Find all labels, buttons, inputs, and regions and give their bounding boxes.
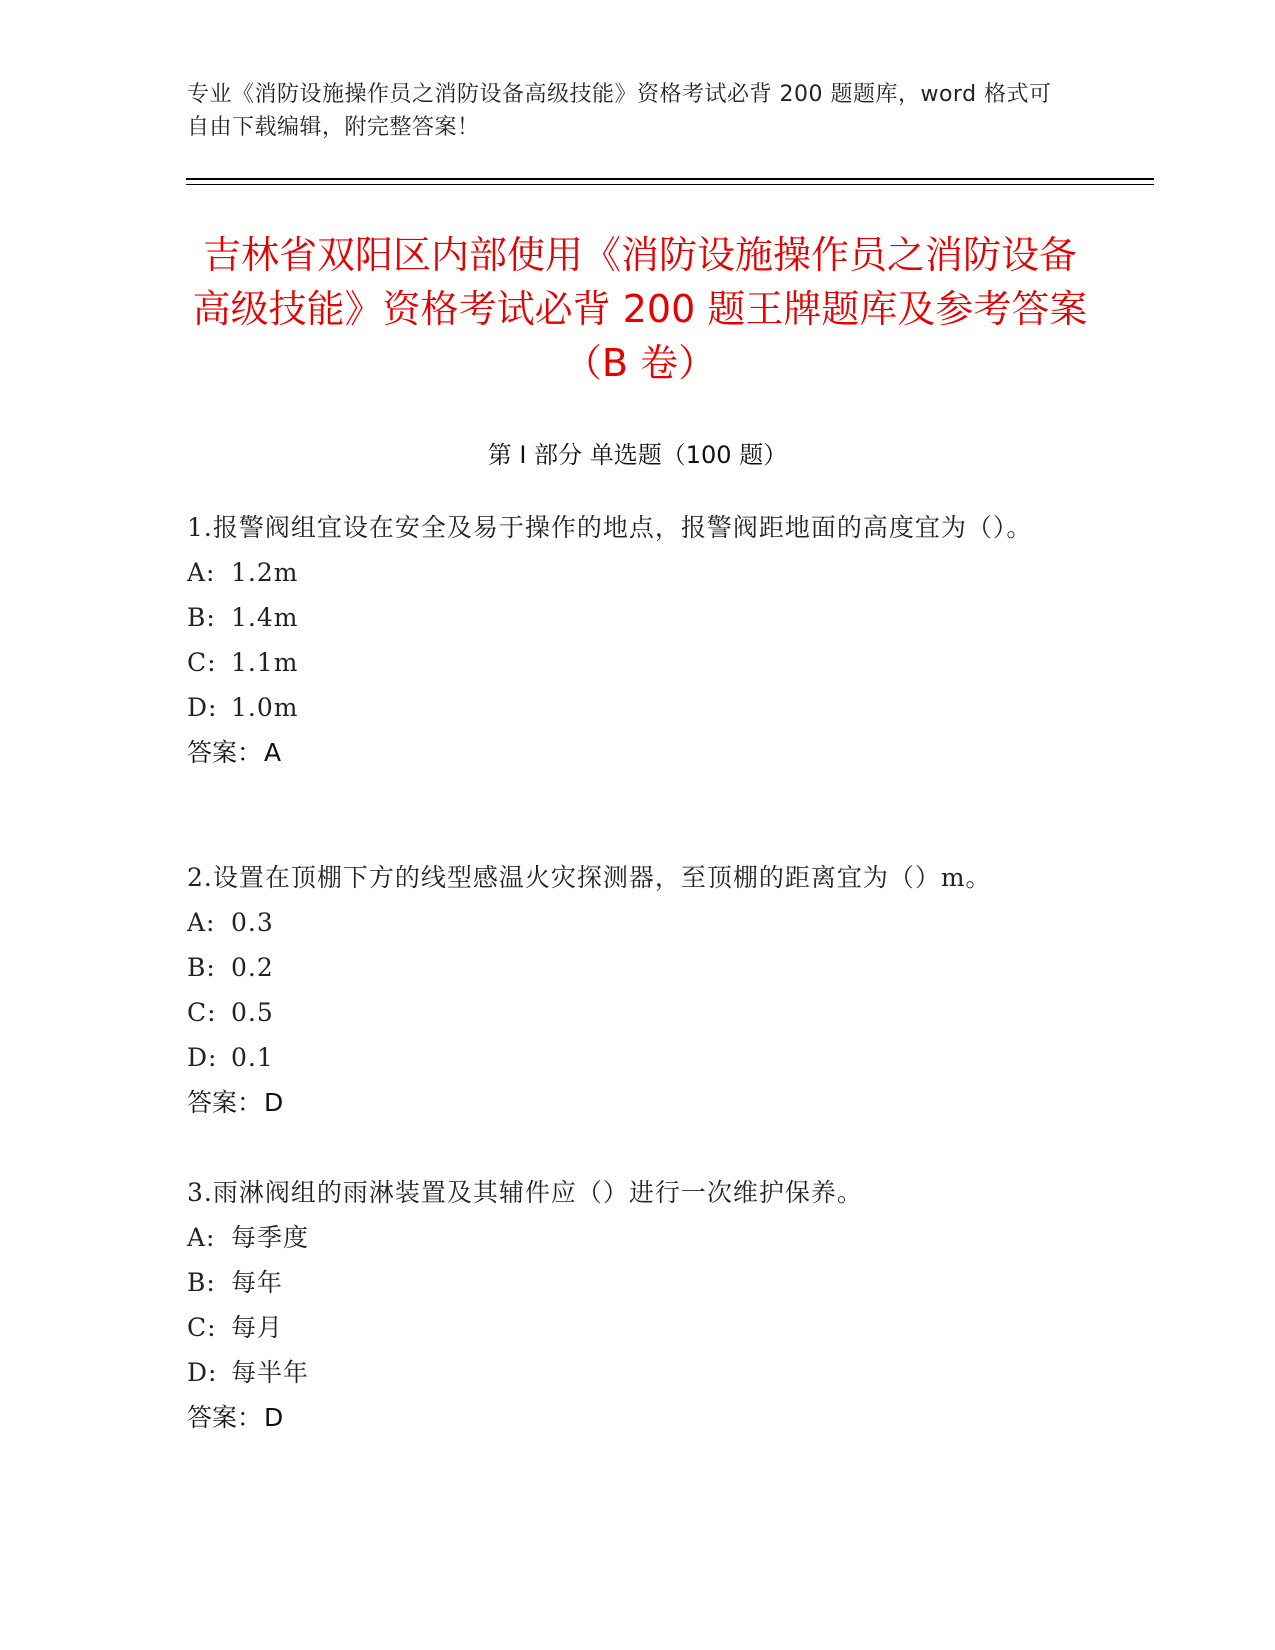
answer-label: 答案：	[187, 1403, 263, 1432]
option-letter: C:	[187, 1313, 217, 1342]
option-b	[187, 1260, 1067, 1305]
option-letter: D:	[187, 693, 218, 722]
option-text: 0.5	[231, 998, 274, 1027]
option-text: 0.3	[231, 908, 274, 937]
answer-line	[187, 1395, 1067, 1440]
question-1	[187, 505, 1067, 775]
option-text: 1.1m	[231, 648, 299, 677]
option-text: 0.2	[231, 953, 274, 982]
option-text: 每季度	[231, 1223, 310, 1252]
option-text: 0.1	[231, 1043, 274, 1072]
option-letter: D:	[187, 1043, 218, 1072]
answer-value: D	[264, 1403, 284, 1432]
answer-value: D	[264, 1088, 284, 1117]
option-letter: C:	[187, 998, 217, 1027]
header-divider-thin	[186, 184, 1154, 185]
option-text: 1.2m	[231, 558, 299, 587]
option-letter: A:	[187, 908, 216, 937]
question-stem: 2.设置在顶棚下方的线型感温火灾探测器，至顶棚的距离宜为（）m。	[187, 863, 992, 892]
option-b	[187, 945, 1067, 990]
section-title: 第 I 部分 单选题（100 题）	[487, 441, 788, 469]
answer-label: 答案：	[187, 738, 263, 767]
option-b	[187, 595, 1067, 640]
option-letter: D:	[187, 1358, 218, 1387]
question-2	[187, 855, 1067, 1125]
option-letter: B:	[187, 603, 216, 632]
option-d	[187, 1350, 1067, 1395]
option-letter: A:	[187, 558, 216, 587]
document-title: 吉林省双阳区内部使用《消防设施操作员之消防设备高级技能》资格考试必背 200 题王牌题库及参考答案（B 卷）	[192, 233, 1088, 385]
option-c	[187, 990, 1067, 1035]
option-d	[187, 685, 1067, 730]
option-d	[187, 1035, 1067, 1080]
option-letter: C:	[187, 648, 217, 677]
option-text: 每半年	[231, 1358, 310, 1387]
option-letter: B:	[187, 1268, 216, 1297]
option-a	[187, 1215, 1067, 1260]
question-stem: 3.雨淋阀组的雨淋装置及其辅件应（）进行一次维护保养。	[187, 1178, 863, 1207]
option-letter: B:	[187, 953, 216, 982]
header-note: 专业《消防设施操作员之消防设备高级技能》资格考试必背 200 题题库，word 格式可自由下载编辑，附完整答案！	[187, 82, 1052, 140]
option-text: 1.4m	[231, 603, 299, 632]
question-3	[187, 1170, 1067, 1440]
option-a	[187, 900, 1067, 945]
question-stem: 1.报警阀组宜设在安全及易于操作的地点，报警阀距地面的高度宜为（）。	[187, 513, 1033, 542]
option-text: 每月	[231, 1313, 284, 1342]
option-letter: A:	[187, 1223, 216, 1252]
answer-value: A	[264, 738, 282, 767]
answer-line	[187, 1080, 1067, 1125]
option-text: 1.0m	[231, 693, 299, 722]
option-text: 每年	[231, 1268, 284, 1297]
option-c	[187, 1305, 1067, 1350]
header-divider-thick	[186, 178, 1154, 180]
option-a	[187, 550, 1067, 595]
answer-label: 答案：	[187, 1088, 263, 1117]
option-c	[187, 640, 1067, 685]
answer-line	[187, 730, 1067, 775]
